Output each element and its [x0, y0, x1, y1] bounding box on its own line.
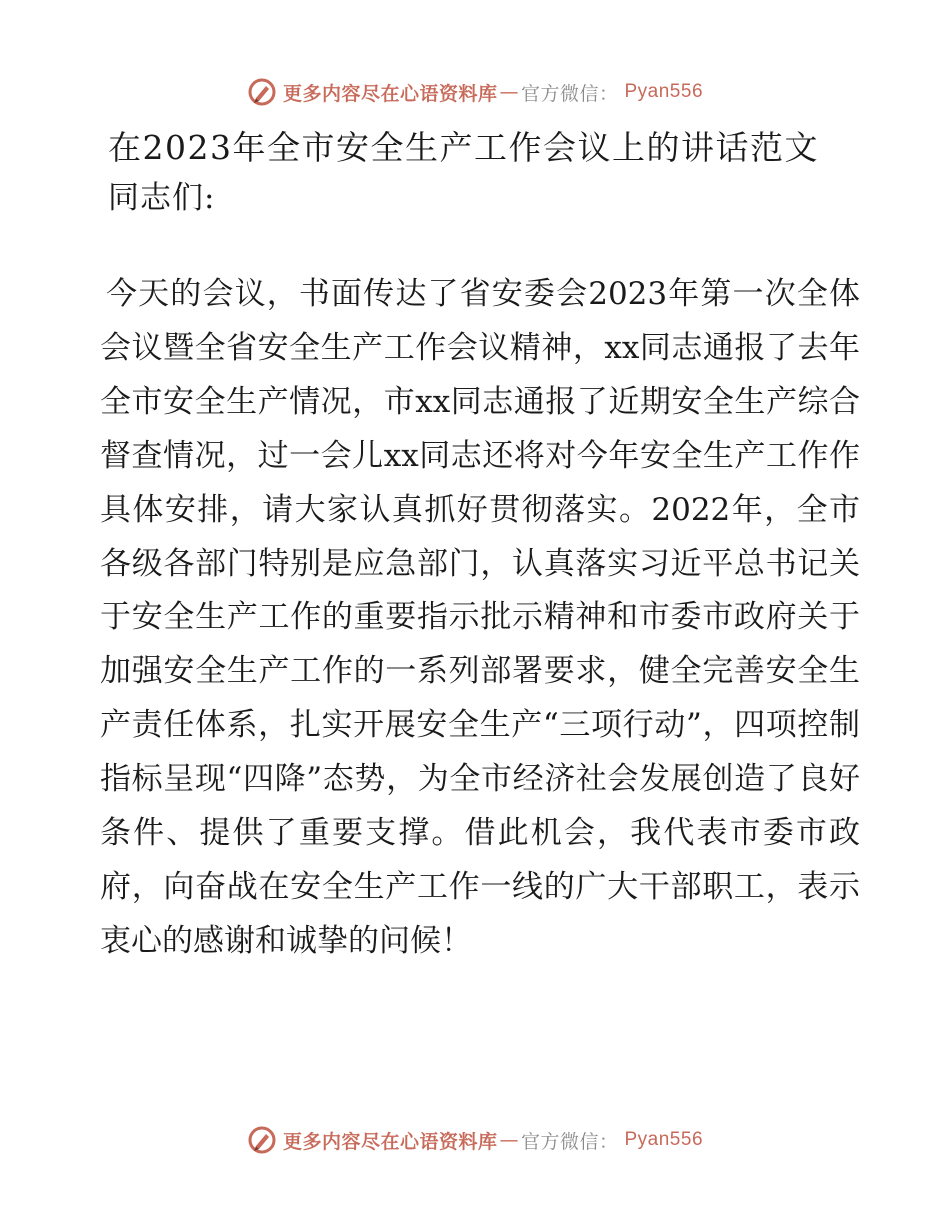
pen-logo-icon [247, 1125, 277, 1155]
watermark-brand: 更多内容尽在心语资料库 [282, 1130, 498, 1153]
watermark-dash: — [499, 81, 519, 103]
watermark-wechat-id: Pyan556 [624, 81, 704, 102]
watermark-official-label: 官方微信： [520, 82, 619, 105]
pen-logo-icon [247, 77, 277, 107]
watermark-text [283, 1127, 703, 1154]
watermark-official-label: 官方微信： [520, 1130, 619, 1153]
watermark-dash: — [499, 1129, 519, 1151]
document-title: 在2023年全市安全生产工作会议上的讲话范文 [108, 128, 819, 167]
watermark-brand: 更多内容尽在心语资料库 [282, 82, 498, 105]
watermark-text [283, 79, 703, 106]
watermark-wechat-id: Pyan556 [624, 1129, 704, 1150]
footer-watermark [0, 1120, 950, 1160]
salutation: 同志们: [108, 180, 216, 216]
header-watermark [0, 72, 950, 112]
body-paragraph: 今天的会议，书面传达了省安委会2023年第一次全体会议暨全省安全生产工作会议精神，xx同志通报了去年全市安全生产情况，市xx同志通报了近期安全生产综合督查情况，过一会儿xx同志还将对今年安全生产工作作具体安排，请大家认真抓好贯彻落实。2022年，全市各级各部门特别是应急部门，认真落实习近平总书记关于安全生产工作的重要指示批示精神和市委市政府关于加强安全生产工作的一系列部署要求，健全完善安全生产责任体系，扎实开展安全生产“三项行动”，四项控制指标呈现“四降”态势，为全市经济社会发展创造了良好条件、提供了重要支撑。借此机会，我代表市委市政府，向奋战在安全生产工作一线的广大干部职工，表示衷心的感谢和诚挚的问候！ [100, 276, 860, 959]
